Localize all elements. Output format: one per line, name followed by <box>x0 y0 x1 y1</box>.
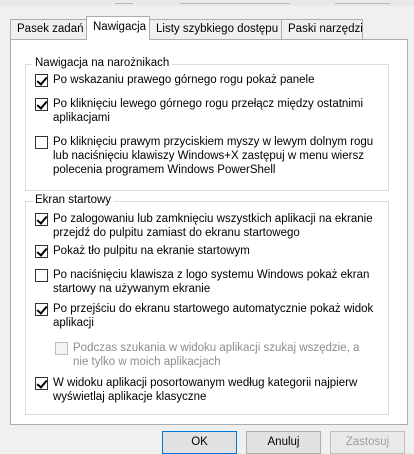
group-title-corner-navigation: Nawigacja na narożnikach <box>32 57 172 69</box>
option-replace-command-prompt[interactable] <box>35 135 385 177</box>
tab-toolbars[interactable]: Paski narzędzi <box>281 19 363 40</box>
option-start-on-active-display[interactable] <box>35 268 385 296</box>
option-switch-recent-apps[interactable] <box>35 97 385 125</box>
titlebar-fragment <box>335 0 390 4</box>
tab-taskbar[interactable]: Pasek zadań <box>10 19 87 40</box>
tab-bar <box>10 16 362 40</box>
tab-navigation[interactable]: Nawigacja <box>86 16 150 40</box>
option-label: Po naciśnięciu klawisza z logo systemu Windows pokaż ekran startowy na używanym ekranie <box>53 269 370 295</box>
checkbox-switch-recent-apps[interactable] <box>35 98 48 111</box>
tab-jump-lists[interactable]: Listy szybkiego dostępu <box>149 19 282 40</box>
dialog-buttons <box>0 431 414 451</box>
option-label: Po wskazaniu prawego górnego rogu pokaż panele <box>53 74 315 86</box>
taskbar-properties-dialog <box>0 6 414 450</box>
option-label: W widoku aplikacji posortowanym według kategorii najpierw wyświetlaj aplikacje klasyczne <box>53 377 358 403</box>
option-label: Po kliknięciu prawym przyciskiem myszy w lewym dolnym rogu lub naciśnięciu klawiszy Windows+X zastępuj w menu wiersz polecenia programem Windows PowerShell <box>53 136 374 176</box>
checkbox-replace-command-prompt[interactable] <box>35 136 48 149</box>
option-label: Po zalogowaniu lub zamknięciu wszystkich aplikacji na ekranie przejdź do pulpitu zamiast do ekranu startowego <box>53 213 373 239</box>
option-label: Pokaż tło pulpitu na ekranie startowym <box>53 245 250 257</box>
option-show-charms[interactable] <box>35 73 385 87</box>
option-desktop-background[interactable] <box>35 244 385 258</box>
group-title-start-screen: Ekran startowy <box>32 194 114 206</box>
checkbox-search-everywhere <box>55 342 68 355</box>
option-label: Po przejściu do ekranu startowego automatycznie pokaż widok aplikacji <box>53 303 374 329</box>
option-label: Podczas szukania w widoku aplikacji szukaj wszędzie, a nie tylko w moich aplikacjach <box>73 342 360 368</box>
checkbox-show-charms[interactable] <box>35 74 48 87</box>
checkbox-desktop-background[interactable] <box>35 245 48 258</box>
navigation-panel <box>10 39 408 425</box>
titlebar-fragment <box>115 0 133 4</box>
checkbox-go-to-desktop[interactable] <box>35 213 48 226</box>
apply-button: Zastosuj <box>330 431 405 454</box>
titlebar-fragment <box>180 0 290 4</box>
option-show-apps-view[interactable] <box>35 302 385 330</box>
option-label: Po kliknięciu lewego górnego rogu przełącz między ostatnimi aplikacjami <box>53 98 364 124</box>
checkbox-start-on-active-display[interactable] <box>35 269 48 282</box>
ok-button[interactable]: OK <box>162 431 237 454</box>
option-search-everywhere <box>55 341 373 369</box>
option-desktop-apps-first[interactable] <box>35 376 385 404</box>
checkbox-show-apps-view[interactable] <box>35 303 48 316</box>
cancel-button[interactable]: Anuluj <box>246 431 321 454</box>
option-go-to-desktop[interactable] <box>35 212 385 240</box>
checkbox-desktop-apps-first[interactable] <box>35 377 48 390</box>
